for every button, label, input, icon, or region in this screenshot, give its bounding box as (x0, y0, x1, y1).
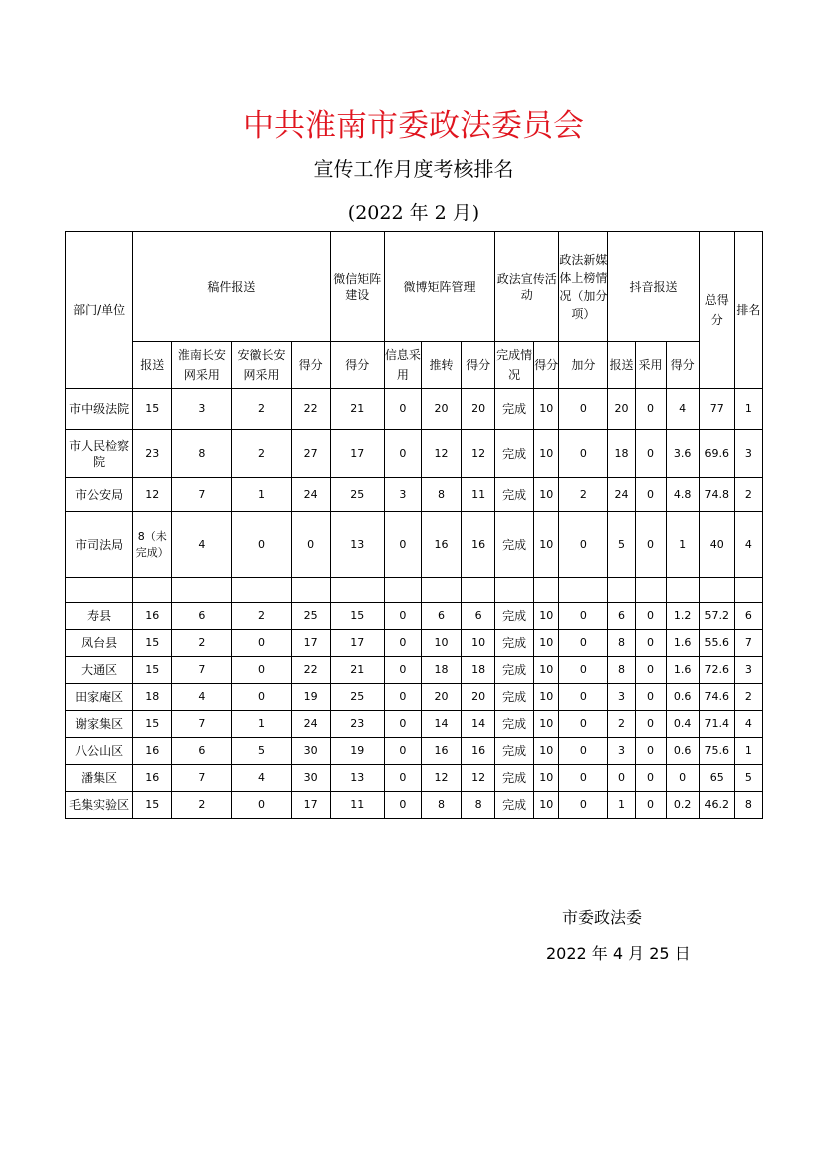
cell-huainan: 7 (172, 657, 232, 684)
header-dept: 部门/单位 (66, 232, 133, 389)
empty-cell (66, 578, 133, 603)
cell-name: 市司法局 (66, 512, 133, 578)
signature-date: 2022 年 4 月 25 日 (546, 944, 691, 963)
subheader-dy-score: 得分 (666, 342, 699, 389)
header-total: 总得分 (699, 232, 734, 389)
cell-act-status: 完成 (495, 738, 534, 765)
cell-wb-push: 14 (421, 711, 461, 738)
table-row (66, 478, 763, 512)
cell-wb-push: 12 (421, 765, 461, 792)
cell-wb-info: 0 (384, 630, 421, 657)
cell-dy-score: 0.6 (666, 738, 699, 765)
empty-cell (232, 578, 291, 603)
empty-cell (666, 578, 699, 603)
table-row (66, 430, 763, 478)
cell-wx-score: 21 (330, 657, 384, 684)
cell-name: 大通区 (66, 657, 133, 684)
cell-act-score: 10 (534, 657, 559, 684)
cell-act-score: 10 (534, 630, 559, 657)
cell-rank: 7 (734, 630, 762, 657)
cell-huainan: 3 (172, 389, 232, 430)
empty-cell (734, 578, 762, 603)
cell-report: 16 (133, 603, 172, 630)
cell-nm-bonus: 0 (559, 684, 608, 711)
cell-report: 12 (133, 478, 172, 512)
cell-total: 72.6 (699, 657, 734, 684)
cell-wx-score: 21 (330, 389, 384, 430)
cell-name: 潘集区 (66, 765, 133, 792)
cell-dy-adopt: 0 (635, 603, 666, 630)
cell-rank: 2 (734, 478, 762, 512)
cell-ms-score: 17 (291, 630, 330, 657)
cell-act-score: 10 (534, 792, 559, 819)
subheader-anhui: 安徽长安网采用 (232, 342, 291, 389)
empty-cell (608, 578, 635, 603)
cell-act-score: 10 (534, 512, 559, 578)
cell-ms-score: 25 (291, 603, 330, 630)
cell-wx-score: 23 (330, 711, 384, 738)
cell-act-status: 完成 (495, 603, 534, 630)
cell-report: 8（未完成） (133, 512, 172, 578)
cell-wb-score: 16 (462, 512, 495, 578)
cell-ms-score: 27 (291, 430, 330, 478)
cell-total: 65 (699, 765, 734, 792)
table-row (66, 657, 763, 684)
header-manuscript: 稿件报送 (133, 232, 331, 342)
table-row (66, 512, 763, 578)
cell-wb-score: 14 (462, 711, 495, 738)
cell-wb-push: 12 (421, 430, 461, 478)
cell-act-status: 完成 (495, 478, 534, 512)
cell-total: 40 (699, 512, 734, 578)
cell-dy-score: 0 (666, 765, 699, 792)
cell-wx-score: 17 (330, 630, 384, 657)
cell-dy-report: 8 (608, 630, 635, 657)
cell-dy-score: 4 (666, 389, 699, 430)
cell-act-status: 完成 (495, 765, 534, 792)
cell-name: 谢家集区 (66, 711, 133, 738)
cell-dy-adopt: 0 (635, 430, 666, 478)
cell-act-status: 完成 (495, 684, 534, 711)
cell-report: 15 (133, 711, 172, 738)
cell-report: 15 (133, 657, 172, 684)
cell-anhui: 5 (232, 738, 291, 765)
cell-wb-info: 0 (384, 512, 421, 578)
cell-anhui: 2 (232, 430, 291, 478)
cell-dy-score: 0.2 (666, 792, 699, 819)
cell-anhui: 0 (232, 792, 291, 819)
cell-dy-adopt: 0 (635, 630, 666, 657)
cell-wb-score: 6 (462, 603, 495, 630)
cell-name: 田家庵区 (66, 684, 133, 711)
cell-dy-score: 0.6 (666, 684, 699, 711)
cell-name: 市公安局 (66, 478, 133, 512)
cell-wb-push: 18 (421, 657, 461, 684)
cell-wb-push: 16 (421, 738, 461, 765)
cell-huainan: 6 (172, 603, 232, 630)
header-rank: 排名 (734, 232, 762, 389)
cell-act-status: 完成 (495, 630, 534, 657)
cell-ms-score: 24 (291, 711, 330, 738)
table-row (66, 578, 763, 603)
subheader-act-score: 得分 (534, 342, 559, 389)
cell-anhui: 0 (232, 657, 291, 684)
subheader-act-status: 完成情况 (495, 342, 534, 389)
cell-act-status: 完成 (495, 512, 534, 578)
cell-rank: 4 (734, 711, 762, 738)
cell-name: 市人民检察院 (66, 430, 133, 478)
cell-report: 16 (133, 765, 172, 792)
cell-nm-bonus: 0 (559, 389, 608, 430)
cell-dy-report: 8 (608, 657, 635, 684)
cell-report: 23 (133, 430, 172, 478)
empty-cell (384, 578, 421, 603)
header-douyin: 抖音报送 (608, 232, 699, 342)
table-row (66, 389, 763, 430)
cell-nm-bonus: 0 (559, 792, 608, 819)
empty-cell (421, 578, 461, 603)
cell-wx-score: 19 (330, 738, 384, 765)
cell-report: 18 (133, 684, 172, 711)
table-row (66, 603, 763, 630)
cell-dy-report: 18 (608, 430, 635, 478)
cell-total: 74.6 (699, 684, 734, 711)
cell-huainan: 7 (172, 478, 232, 512)
document-title: 中共淮南市委政法委员会 (243, 108, 584, 144)
cell-act-status: 完成 (495, 792, 534, 819)
subheader-dy-adopt: 采用 (635, 342, 666, 389)
cell-wb-push: 20 (421, 389, 461, 430)
table-row (66, 684, 763, 711)
cell-total: 55.6 (699, 630, 734, 657)
cell-act-score: 10 (534, 684, 559, 711)
cell-wb-info: 3 (384, 478, 421, 512)
cell-wb-info: 0 (384, 389, 421, 430)
cell-dy-report: 6 (608, 603, 635, 630)
header-weibo: 微博矩阵管理 (384, 232, 494, 342)
cell-dy-report: 3 (608, 738, 635, 765)
subheader-wb-score: 得分 (462, 342, 495, 389)
empty-cell (534, 578, 559, 603)
cell-wb-info: 0 (384, 684, 421, 711)
empty-cell (635, 578, 666, 603)
cell-dy-score: 1.2 (666, 603, 699, 630)
cell-rank: 8 (734, 792, 762, 819)
empty-cell (495, 578, 534, 603)
cell-wx-score: 25 (330, 684, 384, 711)
ranking-table (65, 231, 763, 819)
cell-nm-bonus: 0 (559, 738, 608, 765)
cell-total: 57.2 (699, 603, 734, 630)
empty-cell (559, 578, 608, 603)
cell-wb-score: 8 (462, 792, 495, 819)
cell-anhui: 1 (232, 478, 291, 512)
cell-rank: 5 (734, 765, 762, 792)
cell-ms-score: 0 (291, 512, 330, 578)
cell-name: 市中级法院 (66, 389, 133, 430)
subheader-dy-report: 报送 (608, 342, 635, 389)
cell-ms-score: 17 (291, 792, 330, 819)
subheader-huainan: 淮南长安网采用 (172, 342, 232, 389)
cell-ms-score: 30 (291, 765, 330, 792)
cell-nm-bonus: 0 (559, 603, 608, 630)
cell-ms-score: 22 (291, 389, 330, 430)
cell-total: 46.2 (699, 792, 734, 819)
subheader-wb-push: 推转 (421, 342, 461, 389)
cell-dy-adopt: 0 (635, 738, 666, 765)
cell-dy-score: 1.6 (666, 657, 699, 684)
cell-huainan: 6 (172, 738, 232, 765)
subheader-wx-score: 得分 (330, 342, 384, 389)
cell-rank: 2 (734, 684, 762, 711)
cell-act-score: 10 (534, 430, 559, 478)
cell-act-score: 10 (534, 738, 559, 765)
cell-nm-bonus: 0 (559, 630, 608, 657)
cell-dy-score: 3.6 (666, 430, 699, 478)
cell-nm-bonus: 2 (559, 478, 608, 512)
cell-wb-push: 20 (421, 684, 461, 711)
cell-huainan: 7 (172, 765, 232, 792)
cell-wb-push: 16 (421, 512, 461, 578)
cell-report: 15 (133, 630, 172, 657)
cell-dy-adopt: 0 (635, 792, 666, 819)
cell-rank: 3 (734, 657, 762, 684)
cell-wx-score: 15 (330, 603, 384, 630)
cell-wx-score: 17 (330, 430, 384, 478)
cell-rank: 4 (734, 512, 762, 578)
cell-wb-push: 8 (421, 792, 461, 819)
cell-nm-bonus: 0 (559, 512, 608, 578)
cell-report: 15 (133, 792, 172, 819)
empty-cell (330, 578, 384, 603)
cell-anhui: 0 (232, 684, 291, 711)
cell-name: 凤台县 (66, 630, 133, 657)
cell-wb-score: 11 (462, 478, 495, 512)
cell-wb-info: 0 (384, 430, 421, 478)
cell-rank: 1 (734, 738, 762, 765)
cell-dy-adopt: 0 (635, 389, 666, 430)
table-row (66, 738, 763, 765)
cell-wx-score: 25 (330, 478, 384, 512)
cell-dy-adopt: 0 (635, 711, 666, 738)
cell-act-status: 完成 (495, 657, 534, 684)
empty-cell (699, 578, 734, 603)
cell-ms-score: 22 (291, 657, 330, 684)
cell-dy-report: 1 (608, 792, 635, 819)
cell-huainan: 8 (172, 430, 232, 478)
cell-wb-info: 0 (384, 657, 421, 684)
cell-wb-info: 0 (384, 792, 421, 819)
cell-dy-report: 5 (608, 512, 635, 578)
table-row (66, 792, 763, 819)
cell-ms-score: 24 (291, 478, 330, 512)
subheader-ms-score: 得分 (291, 342, 330, 389)
cell-wb-push: 8 (421, 478, 461, 512)
cell-dy-report: 2 (608, 711, 635, 738)
cell-huainan: 7 (172, 711, 232, 738)
cell-total: 75.6 (699, 738, 734, 765)
empty-cell (462, 578, 495, 603)
empty-cell (133, 578, 172, 603)
cell-act-score: 10 (534, 603, 559, 630)
cell-dy-score: 1.6 (666, 630, 699, 657)
cell-wb-push: 10 (421, 630, 461, 657)
cell-name: 毛集实验区 (66, 792, 133, 819)
cell-nm-bonus: 0 (559, 765, 608, 792)
cell-dy-report: 0 (608, 765, 635, 792)
cell-wb-info: 0 (384, 711, 421, 738)
table-row (66, 630, 763, 657)
cell-dy-score: 0.4 (666, 711, 699, 738)
empty-cell (172, 578, 232, 603)
cell-wb-score: 16 (462, 738, 495, 765)
cell-name: 八公山区 (66, 738, 133, 765)
cell-report: 16 (133, 738, 172, 765)
cell-rank: 1 (734, 389, 762, 430)
cell-total: 77 (699, 389, 734, 430)
cell-total: 71.4 (699, 711, 734, 738)
cell-nm-bonus: 0 (559, 711, 608, 738)
cell-dy-adopt: 0 (635, 657, 666, 684)
cell-nm-bonus: 0 (559, 657, 608, 684)
cell-wx-score: 11 (330, 792, 384, 819)
cell-dy-report: 3 (608, 684, 635, 711)
cell-wb-score: 12 (462, 430, 495, 478)
cell-ms-score: 19 (291, 684, 330, 711)
cell-act-score: 10 (534, 478, 559, 512)
signature: 市委政法委 (562, 908, 643, 927)
document-subtitle: 宣传工作月度考核排名 (313, 157, 514, 181)
cell-act-score: 10 (534, 765, 559, 792)
cell-dy-adopt: 0 (635, 512, 666, 578)
cell-ms-score: 30 (291, 738, 330, 765)
cell-wb-info: 0 (384, 603, 421, 630)
cell-huainan: 4 (172, 684, 232, 711)
header-wechat: 微信矩阵建设 (330, 232, 384, 342)
cell-wb-score: 20 (462, 389, 495, 430)
cell-name: 寿县 (66, 603, 133, 630)
cell-total: 74.8 (699, 478, 734, 512)
table-row (66, 765, 763, 792)
cell-wx-score: 13 (330, 512, 384, 578)
cell-dy-adopt: 0 (635, 765, 666, 792)
table-body (66, 389, 763, 819)
subheader-nm-bonus: 加分 (559, 342, 608, 389)
cell-dy-adopt: 0 (635, 684, 666, 711)
cell-anhui: 2 (232, 603, 291, 630)
cell-act-status: 完成 (495, 711, 534, 738)
cell-anhui: 4 (232, 765, 291, 792)
cell-wb-score: 10 (462, 630, 495, 657)
cell-wb-score: 20 (462, 684, 495, 711)
cell-wb-info: 0 (384, 738, 421, 765)
table-row (66, 711, 763, 738)
cell-act-status: 完成 (495, 430, 534, 478)
cell-anhui: 0 (232, 512, 291, 578)
cell-wb-info: 0 (384, 765, 421, 792)
cell-dy-report: 24 (608, 478, 635, 512)
subheader-wb-info: 信息采用 (384, 342, 421, 389)
header-newmedia: 政法新媒体上榜情况（加分项） (559, 232, 608, 342)
cell-report: 15 (133, 389, 172, 430)
cell-wx-score: 13 (330, 765, 384, 792)
cell-huainan: 2 (172, 630, 232, 657)
document-period: (2022 年 2 月) (347, 202, 480, 224)
cell-dy-adopt: 0 (635, 478, 666, 512)
cell-dy-report: 20 (608, 389, 635, 430)
cell-huainan: 4 (172, 512, 232, 578)
cell-dy-score: 1 (666, 512, 699, 578)
cell-act-score: 10 (534, 711, 559, 738)
cell-rank: 6 (734, 603, 762, 630)
cell-anhui: 2 (232, 389, 291, 430)
subheader-report: 报送 (133, 342, 172, 389)
empty-cell (291, 578, 330, 603)
cell-act-score: 10 (534, 389, 559, 430)
cell-rank: 3 (734, 430, 762, 478)
cell-wb-score: 18 (462, 657, 495, 684)
header-activity: 政法宣传活动 (495, 232, 559, 342)
cell-huainan: 2 (172, 792, 232, 819)
cell-wb-push: 6 (421, 603, 461, 630)
cell-wb-score: 12 (462, 765, 495, 792)
cell-anhui: 1 (232, 711, 291, 738)
cell-dy-score: 4.8 (666, 478, 699, 512)
cell-anhui: 0 (232, 630, 291, 657)
cell-total: 69.6 (699, 430, 734, 478)
cell-act-status: 完成 (495, 389, 534, 430)
cell-nm-bonus: 0 (559, 430, 608, 478)
